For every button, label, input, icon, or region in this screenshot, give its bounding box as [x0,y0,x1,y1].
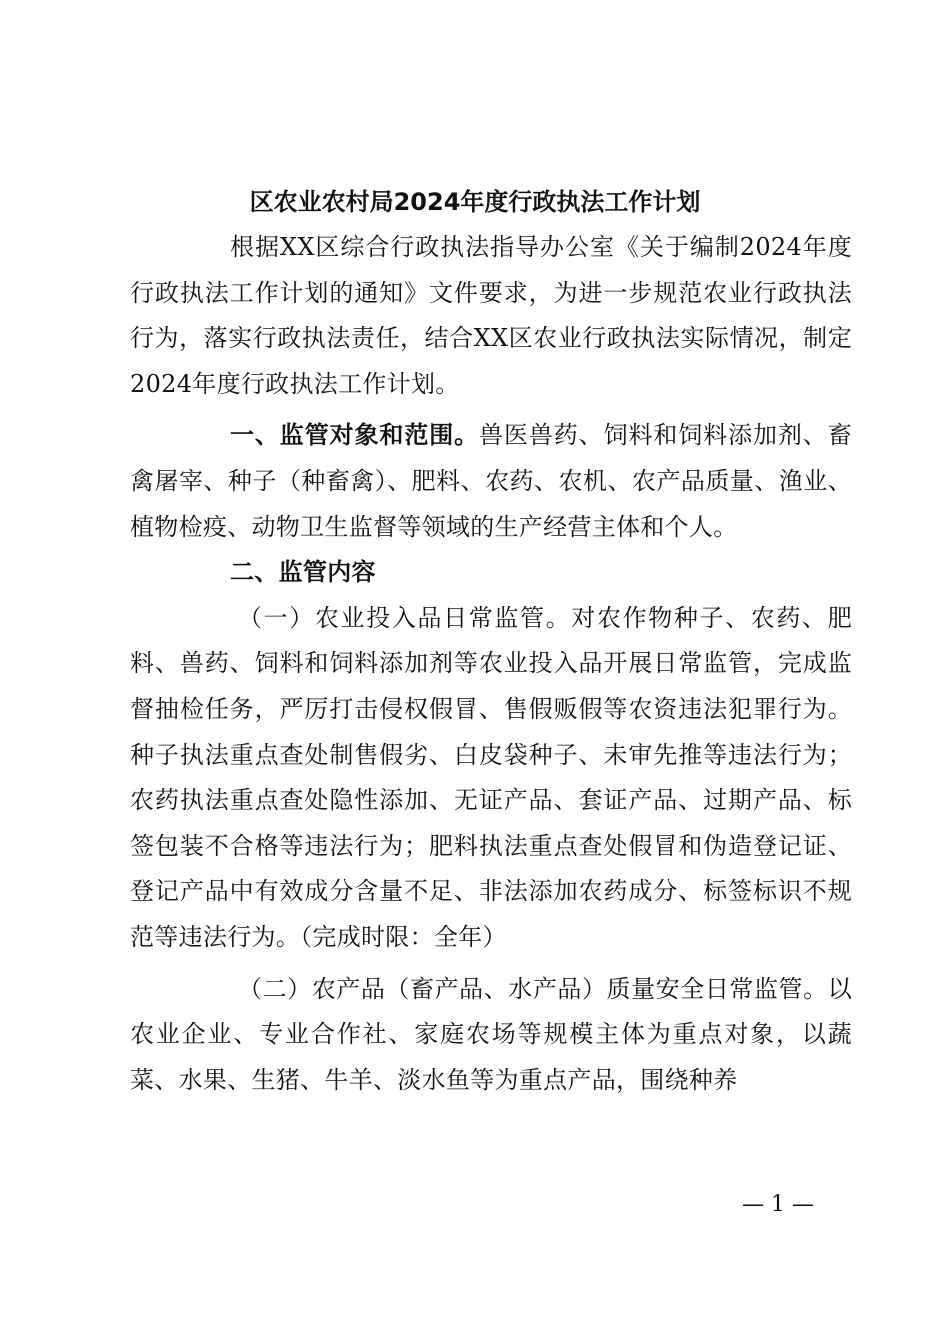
item-1-paragraph: （一）农业投入品日常监管。对农作物种子、农药、肥料、兽药、饲料和饲料添加剂等农业投入品开展日常监管，完成监督抽检任务，严厉打击侵权假冒、售假贩假等农资违法犯罪行为。种子执法重点查处制售假劣、白皮袋种子、未审先推等违法行为；农药执法重点查处隐性添加、无证产品、套证产品、过期产品、标签包装不合格等违法行为；肥料执法重点查处假冒和伪造登记证、登记产品中有效成分含量不足、非法添加农药成分、标签标识不规范等违法行为。（完成时限：全年） [130,603,852,951]
section-1-text: 兽医兽药、饲料和饲料添加剂、畜禽屠宰、种子（种畜禽）、肥料、农药、农机、农产品质量、渔业、植物检疫、动物卫生监督等领域的生产经营主体和个人。 [130,421,853,541]
section-1-paragraph [130,413,852,550]
document-title: 区农业农村局2024年度行政执法工作计划 [249,188,701,216]
intro-paragraph: 根据XX区综合行政执法指导办公室《关于编制2024年度行政执法工作计划的通知》文件要求，为进一步规范农业行政执法行为，落实行政执法责任，结合XX区农业行政执法实际情况，制定2024年度行政执法工作计划。 [130,233,852,398]
item-2-paragraph: （二）农产品（畜产品、水产品）质量安全日常监管。以农业企业、专业合作社、家庭农场等规模主体为重点对象，以蔬菜、水果、生猪、牛羊、淡水鱼等为重点产品，围绕种养 [130,974,852,1094]
document-body [130,225,852,1103]
section-2-heading [130,550,852,596]
page-number: — 1 — [742,1192,814,1217]
section-2-heading-text: 二、监管内容 [230,558,376,587]
section-1-heading: 一、监管对象和范围。 [230,421,480,450]
